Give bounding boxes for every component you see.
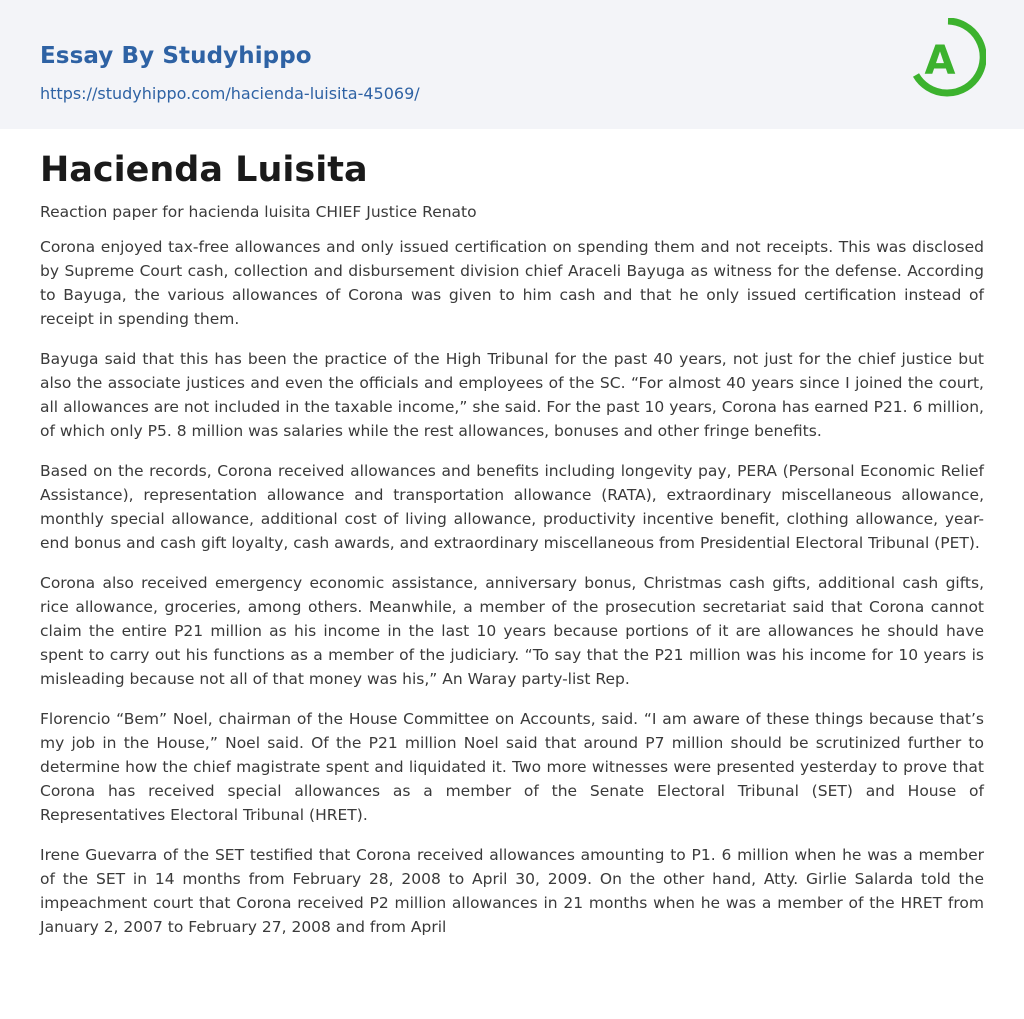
brand-title[interactable]: Essay By Studyhippo [40,43,312,69]
page-title: Hacienda Luisita [40,150,368,190]
logo-letter: A [924,38,956,84]
article [40,129,984,939]
paragraph: Bayuga said that this has been the practice of the High Tribunal for the past 40 years, not just for the chief justice but also the associate justices and even the officials and employees of the SC. “For almost 40 years since I joined the court, all allowances are not included in the taxable income,” she said. For the past 10 years, Corona has earned P21. 6 million, of which only P5. 8 million was salaries while the rest allowances, bonuses and other fringe benefits. [40,350,984,440]
paragraph: Corona also received emergency economic assistance, anniversary bonus, Christmas cash gifts, additional cash gifts, rice allowance, groceries, among others. Meanwhile, a member of the prosecution secretariat said that Corona cannot claim the entire P21 million as his income in the last 10 years because portions of it are allowances he should have spent to carry out his functions as a member of the judiciary. “To say that the P21 million was his income for 10 years is misleading because not all of that money was his,” An Waray party-list Rep. [40,574,984,688]
paragraph: Corona enjoyed tax-free allowances and only issued certification on spending them and not receipts. This was disclosed by Supreme Court cash, collection and disbursement division chief Araceli Bayuga as witness for the defense. According to Bayuga, the various allowances of Corona was given to him cash and that he only issued certification instead of receipt in spending them. [40,238,984,328]
paragraph: Based on the records, Corona received allowances and benefits including longevity pay, PERA (Personal Economic Relief Assistance), representation allowance and transportation allowance (RATA), extraordinary miscellaneous allowance, monthly special allowance, additional cost of living allowance, productivity incentive benefit, clothing allowance, year-end bonus and cash gift loyalty, cash awards, and extraordinary miscellaneous from Presidential Electoral Tribunal (PET). [40,462,984,552]
source-url-link[interactable]: https://studyhippo.com/hacienda-luisita-45069/ [40,84,420,103]
article-subtitle: Reaction paper for hacienda luisita CHIEF Justice Renato [40,203,477,221]
paragraph: Irene Guevarra of the SET testified that Corona received allowances amounting to P1. 6 million when he was a member of the SET in 14 months from February 28, 2008 to April 30, 2009. On the other hand, Atty. Girlie Salarda told the impeachment court that Corona received P2 million allowances in 21 months when he was a member of the HRET from January 2, 2007 to February 27, 2008 and from April [40,846,984,936]
studyhippo-logo-icon[interactable] [912,18,986,106]
paragraph: Florencio “Bem” Noel, chairman of the House Committee on Accounts, said. “I am aware of these things because that’s my job in the House,” Noel said. Of the P21 million Noel said that around P7 million should be scrutinized further to determine how the chief magistrate spent and liquidated it. Two more witnesses were presented yesterday to prove that Corona has received special allowances as a member of the Senate Electoral Tribunal (SET) and House of Representatives Electoral Tribunal (HRET). [40,710,984,824]
site-header [0,0,1024,129]
